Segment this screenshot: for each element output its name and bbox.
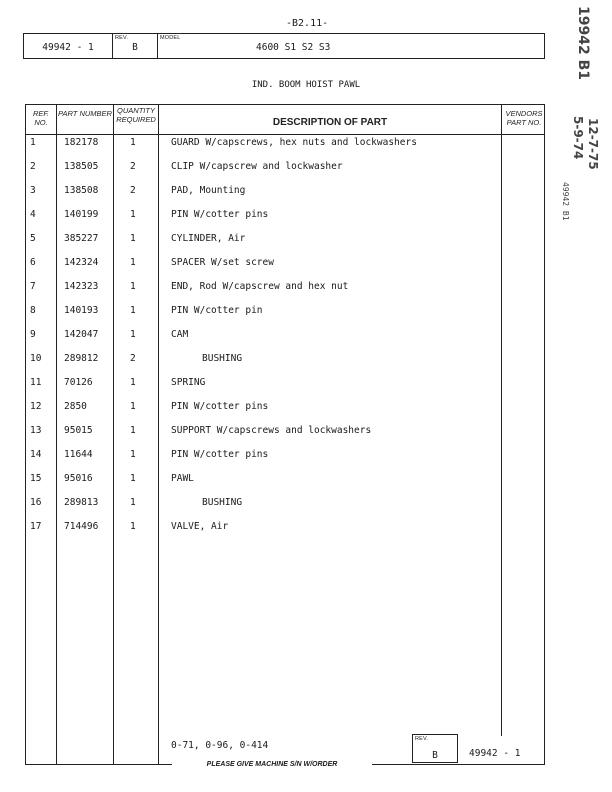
ref-cell: 17 — [30, 521, 42, 532]
part-number-cell: 289813 — [64, 497, 99, 508]
col-header-quantity: QUANTITY REQUIRED — [116, 106, 156, 124]
description-cell: SPRING — [171, 377, 206, 388]
handwritten-note-1: 19942 B1 — [575, 6, 591, 80]
description-cell: BUSHING — [202, 353, 243, 364]
page-code: -B2.11- — [286, 18, 329, 29]
quantity-cell: 1 — [130, 329, 136, 340]
table-row — [26, 449, 544, 473]
table-row — [26, 305, 544, 329]
ref-cell: 13 — [30, 425, 42, 436]
quantity-cell: 1 — [130, 281, 136, 292]
table-row — [26, 473, 544, 497]
description-cell: PIN W/cotter pins — [171, 401, 269, 412]
part-number-cell: 182178 — [64, 137, 99, 148]
part-number-cell: 138505 — [64, 161, 99, 172]
table-row — [26, 161, 544, 185]
description-cell: PAD, Mounting — [171, 185, 246, 196]
part-number-cell: 385227 — [64, 233, 99, 244]
table-row — [26, 377, 544, 401]
description-cell: PIN W/cotter pin — [171, 305, 263, 316]
quantity-cell: 1 — [130, 521, 136, 532]
footer-part-number: 49942 - 1 — [469, 748, 521, 759]
ref-cell: 7 — [30, 281, 36, 292]
part-number-cell: 95015 — [64, 425, 93, 436]
table-row — [26, 329, 544, 353]
quantity-cell: 1 — [130, 401, 136, 412]
ref-cell: 12 — [30, 401, 42, 412]
part-number-cell: 11644 — [64, 449, 93, 460]
handwritten-note-2: 12-7-75 — [586, 118, 600, 170]
quantity-cell: 1 — [130, 257, 136, 268]
footer-rev-label: REV. — [415, 736, 429, 742]
col-header-description: DESCRIPTION OF PART — [272, 117, 388, 128]
description-cell: CYLINDER, Air — [171, 233, 246, 244]
stamp-note: 49942 B1 — [561, 182, 570, 221]
footer-note: PLEASE GIVE MACHINE S/N W/ORDER — [172, 761, 372, 768]
ref-cell: 5 — [30, 233, 36, 244]
header-rev-cell — [113, 34, 158, 58]
description-cell: CAM — [171, 329, 189, 340]
table-row — [26, 497, 544, 521]
ref-cell: 3 — [30, 185, 36, 196]
description-cell: PAWL — [171, 473, 194, 484]
quantity-cell: 2 — [130, 353, 136, 364]
ref-cell: 15 — [30, 473, 42, 484]
header-model-label: MODEL — [160, 35, 181, 41]
part-number-cell: 2850 — [64, 401, 87, 412]
table-row — [26, 233, 544, 257]
footer-codes: 0-71, 0-96, 0-414 — [171, 740, 269, 751]
description-cell: VALVE, Air — [171, 521, 229, 532]
col-header-vendors: VENDORS PART NO. — [505, 109, 543, 127]
table-row — [26, 521, 544, 545]
description-cell: PIN W/cotter pins — [171, 449, 269, 460]
section-title: IND. BOOM HOIST PAWL — [251, 80, 361, 90]
header-box — [23, 33, 545, 59]
quantity-cell: 1 — [130, 137, 136, 148]
table-row — [26, 185, 544, 209]
header-model-value: 4600 S1 S2 S3 — [256, 42, 331, 53]
ref-cell: 2 — [30, 161, 36, 172]
table-row — [26, 353, 544, 377]
part-number-cell: 140193 — [64, 305, 99, 316]
description-cell: CLIP W/capscrew and lockwasher — [171, 161, 343, 172]
part-number-cell: 142323 — [64, 281, 99, 292]
quantity-cell: 1 — [130, 305, 136, 316]
part-number-cell: 289812 — [64, 353, 99, 364]
quantity-cell: 1 — [130, 473, 136, 484]
description-cell: SPACER W/set screw — [171, 257, 274, 268]
parts-table — [25, 104, 545, 765]
header-part-number: 49942 - 1 — [42, 42, 94, 53]
part-number-cell: 142324 — [64, 257, 99, 268]
ref-cell: 1 — [30, 137, 36, 148]
table-row — [26, 137, 544, 161]
ref-cell: 9 — [30, 329, 36, 340]
ref-cell: 16 — [30, 497, 42, 508]
ref-cell: 6 — [30, 257, 36, 268]
quantity-cell: 2 — [130, 185, 136, 196]
part-number-cell: 142047 — [64, 329, 99, 340]
ref-cell: 11 — [30, 377, 42, 388]
part-number-cell: 714496 — [64, 521, 99, 532]
quantity-cell: 1 — [130, 233, 136, 244]
handwritten-note-3: 5-9-74 — [571, 116, 585, 160]
header-rev-value: B — [132, 42, 138, 53]
header-model-cell — [158, 34, 544, 58]
description-cell: SUPPORT W/capscrews and lockwashers — [171, 425, 372, 436]
table-row — [26, 281, 544, 305]
description-cell: PIN W/cotter pins — [171, 209, 269, 220]
quantity-cell: 1 — [130, 425, 136, 436]
description-cell: END, Rod W/capscrew and hex nut — [171, 281, 349, 292]
col-header-part-number: PART NUMBER — [58, 109, 112, 118]
part-number-cell: 70126 — [64, 377, 93, 388]
ref-cell: 8 — [30, 305, 36, 316]
ref-cell: 10 — [30, 353, 42, 364]
table-row — [26, 425, 544, 449]
quantity-cell: 2 — [130, 161, 136, 172]
ref-cell: 14 — [30, 449, 42, 460]
header-rev-label: REV. — [115, 35, 129, 41]
quantity-cell: 1 — [130, 209, 136, 220]
table-row — [26, 257, 544, 281]
footer-rev-value: B — [432, 750, 438, 761]
quantity-cell: 1 — [130, 497, 136, 508]
footer-rev-box — [412, 734, 458, 763]
table-row — [26, 209, 544, 233]
header-part-number-cell — [24, 34, 113, 58]
part-number-cell: 138508 — [64, 185, 99, 196]
quantity-cell: 1 — [130, 377, 136, 388]
table-row — [26, 401, 544, 425]
description-cell: BUSHING — [202, 497, 243, 508]
part-number-cell: 140199 — [64, 209, 99, 220]
description-cell: GUARD W/capscrews, hex nuts and lockwashers — [171, 137, 417, 148]
quantity-cell: 1 — [130, 449, 136, 460]
part-number-cell: 95016 — [64, 473, 93, 484]
col-header-ref: REF. NO. — [32, 109, 50, 127]
ref-cell: 4 — [30, 209, 36, 220]
